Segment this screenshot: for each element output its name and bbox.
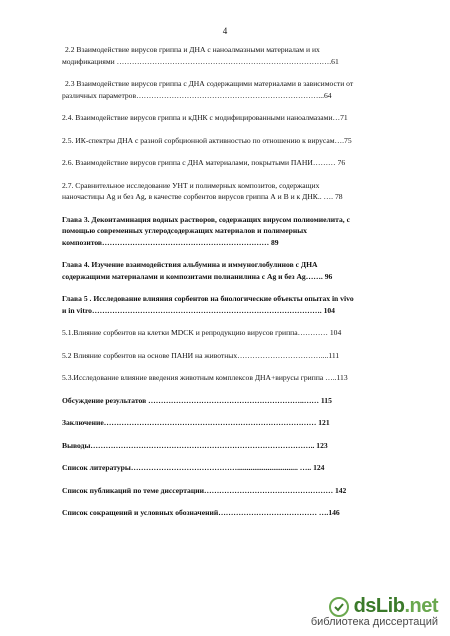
toc-entry-line: Список сокращений и условных обозначений………………………………… ….146 [62,508,340,517]
toc-entry [62,78,414,101]
toc-entry-line: Глава 5 . Исследование влияния сорбентов на биологические объекты опытах in vivo [62,294,354,303]
toc-entry [62,157,414,169]
toc-entry [62,440,414,452]
watermark-title: dsLib.net [353,595,438,617]
toc-entry-line: 5.1.Влияние сорбентов на клетки MDCK и репродукцию вирусов гриппа………… 104 [62,328,342,337]
toc-entry-line: наночастицы Ag и без Ag, в качестве сорбентов вирусов гриппа А и В и к ДНК.. …. 78 [62,192,343,201]
toc-entry-line: Обсуждение результатов ……………………………………………………..…… 115 [62,395,332,405]
toc-entry-line: и in vitro………………………………………………………………………………. 104 [62,305,335,315]
toc-entry-line: Заключение………………………………………………………………………… 121 [62,418,330,427]
toc-entry-line: 2.6. Взаимодействие вирусов гриппа с ДНА материалами, покрытыми ПАНИ……… 76 [62,158,346,167]
toc-entry-line: Глава 4. Изучение взаимодействия альбумина и иммуноглобулинов с ДНА [62,260,318,269]
table-of-contents [62,44,414,530]
toc-entry-line: 2.3 Взаимодействие вирусов гриппа с ДНА содержащими материалами в зависимости от [65,79,354,88]
toc-entry-line: композитов………………………………………………………… 89 [62,237,279,247]
toc-entry-line: 2.7. Сравнительное исследование УНТ и полимерных композитов, содержащих [62,180,320,190]
toc-entry-line: различных параметров………………………………………………………………...64 [62,90,332,100]
watermark-subtitle: библиотека диссертаций [310,616,438,628]
toc-entry-line: Список литературы……………………………………................................ ….. 124 [62,463,325,472]
toc-entry [62,180,414,203]
toc-entry [62,417,414,429]
toc-entry-line: Список публикаций по теме диссертации…………………………………………… 142 [62,485,347,495]
toc-entry [62,395,414,407]
page-number: 4 [222,26,228,36]
toc-entry [62,327,414,339]
toc-entry [62,259,414,282]
watermark [311,595,438,628]
toc-entry [62,112,414,124]
toc-entry-line: модификациями ………………………………………………………………………….61 [62,56,339,66]
toc-entry-line: Выводы…………………………………………………………………………….. 123 [62,440,328,450]
toc-entry [62,293,414,316]
toc-entry-line: 5.3.Исследование влияние введения животным комплексов ДНА+вирусы гриппа …..113 [62,373,348,382]
toc-entry-line: 2.4. Взаимодействие вирусов гриппа и кДНК с модифицированными наноалмазами…71 [62,113,348,122]
dslib-logo-icon [328,596,350,618]
toc-entry [62,462,414,474]
toc-entry-line: помощью современных углеродсодержащих материалов и полимерных [62,226,307,235]
toc-entry [62,214,414,249]
toc-entry [62,507,414,519]
toc-entry [62,350,414,362]
toc-entry [62,44,414,67]
toc-entry-line: 2.2 Взаимодействие вирусов гриппа и ДНА с наноалмазными материалам и их [65,45,320,54]
toc-entry [62,372,414,384]
toc-entry-line: 5.2 Влияние сорбентов на основе ПАНИ на животных……………………………....111 [62,350,340,360]
toc-entry-line: Глава 3. Деконтаминация водных растворов, содержащих вирусом полиомиелита, с [62,214,350,224]
toc-entry-line: содержащими материалами и композитами полианилина с Ag и без Ag……. 96 [62,271,333,281]
toc-entry [62,135,414,147]
toc-entry-line: 2.5. ИК-спектры ДНА с разной сорбционной активностью по отношению к вирусам….75 [62,135,352,145]
toc-entry [62,485,414,497]
